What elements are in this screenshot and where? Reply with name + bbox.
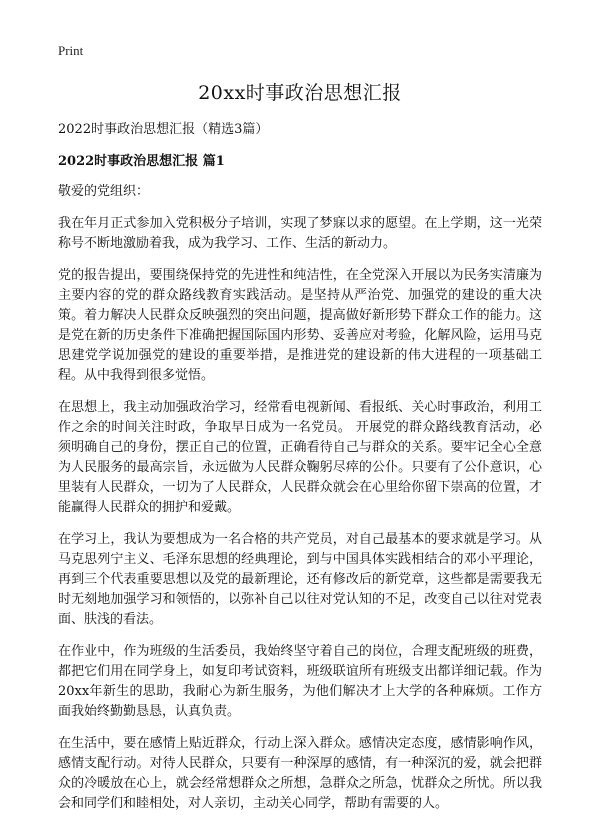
paragraph: 在生活中，要在感情上贴近群众，行动上深入群众。感情决定态度，感情影响作风，感情支配行动。对待人民群众，只要有一种深厚的感情，有一种深沉的爱，就会把群众的冷暖放在心上，就会经常想群众之所想，急群众之所急，忧群众之所忧。所以我会和同学们和睦相处，对人亲切，主动关心同学，帮助有需要的人。 (58, 736, 542, 811)
document-subtitle: 2022时事政治思想汇报（精选3篇） (58, 122, 269, 137)
document-title: 20xx时事政治思想汇报 (198, 82, 402, 104)
paragraph: 我在年月正式参加入党积极分子培训，实现了梦寐以求的愿望。在上学期，这一光荣称号不断地激励着我，成为我学习、工作、生活的新动力。 (58, 216, 542, 251)
greeting: 敬爱的党组织： (58, 184, 150, 199)
paragraph: 在作业中，作为班级的生活委员，我始终坚守着自己的岗位，合理支配班级的班费，都把它们用在同学身上，如复印考试资料，班级联谊所有班级支出都详细记载。作为20xx年新生的思助，我耐心为新生服务，为他们解决才上大学的各种麻烦。工作方面我始终勤勤恳恳，认真负责。 (58, 644, 542, 719)
print-link[interactable]: Print (58, 43, 84, 58)
paragraph: 在思想上，我主动加强政治学习，经常看电视新闻、看报纸、关心时事政治，利用工作之余的时间关注时政，争取早日成为一名党员。 开展党的群众路线教育活动，必须明确自己的身份，摆正自己的位置，正确看待自己与群众的关系。要牢记全心全意为人民服务的最高宗旨，永远做为人民群众鞠躬尽瘁的公仆。只要有了公仆意识，心里装有人民群众，一切为了人民群众，人民群众就会在心里给你留下崇高的位置，才能赢得人民群众的拥护和爱戴。 (58, 400, 542, 515)
paragraph: 在学习上，我认为要想成为一名合格的共产党员，对自己最基本的要求就是学习。从马克思列宁主义、毛泽东思想的经典理论，到与中国具体实践相结合的邓小平理论，再到三个代表重要思想以及党的最新理论，还有修改后的新党章，这些都是需要我无时无刻地加强学习和领悟的，以弥补自己以往对党认知的不足，改变自己以往对党表面、肤浅的看法。 (58, 532, 542, 627)
section-title: 2022时事政治思想汇报 篇1 (58, 154, 225, 169)
paragraph: 党的报告提出，要围绕保持党的先进性和纯洁性，在全党深入开展以为民务实清廉为主要内容的党的群众路线教育实践活动。是坚持从严治党、加强党的建设的重大决策。着力解决人民群众反映强烈的突出问题，提高做好新形势下群众工作的能力。这是党在新的历史条件下准确把握国际国内形势、妥善应对考验，化解风险，运用马克思建党学说加强党的建设的重要举措，是推进党的建设新的伟大进程的一项基础工程。从中我得到很多觉悟。 (58, 268, 542, 383)
